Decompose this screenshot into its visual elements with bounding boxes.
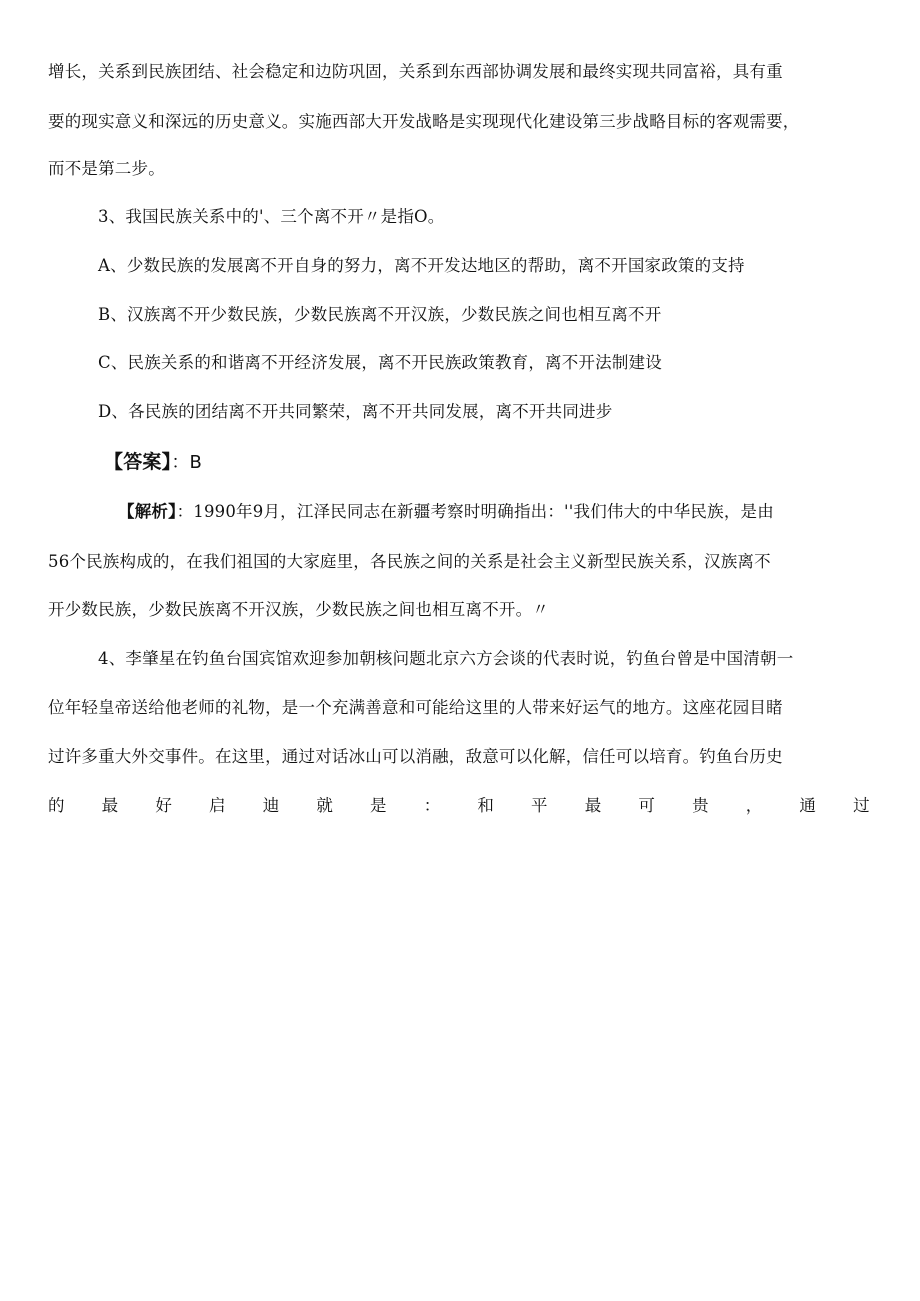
question-3-option-c: C、民族关系的和谐离不开经济发展，离不开民族政策教育，离不开法制建设 [98, 353, 662, 372]
answer-tag: 【答案】 [104, 451, 172, 473]
question-3-stem: 3、我国民族关系中的'、三个离不开〃是指O。 [98, 207, 445, 226]
q4-char: 是 [370, 796, 387, 815]
question-3-option-a: A、少数民族的发展离不开自身的努力，离不开发达地区的帮助，离不开国家政策的支持 [98, 256, 745, 275]
analysis-tag: 【解析】 [118, 502, 177, 521]
question-3-option-b: B、汉族离不开少数民族，少数民族离不开汉族，少数民族之间也相互离不开 [98, 305, 662, 324]
q4-char: 通 [799, 796, 817, 815]
q4-char: 最 [584, 796, 602, 815]
analysis-line-1 [118, 500, 774, 524]
q4-char: 和 [477, 796, 495, 815]
prev-paragraph-line-1: 增长，关系到民族团结、社会稳定和边防巩固，关系到东西部协调发展和最终实现共同富裕，具有重 [48, 62, 783, 81]
question-4-line-1: 4、李肇星在钓鱼台国宾馆欢迎参加朝核问题北京六方会谈的代表时说，钓鱼台曾是中国清朝一 [98, 649, 794, 668]
answer-line [104, 450, 202, 475]
analysis-text-1: ：1990年9月，江泽民同志在新疆考察时明确指出：''我们伟大的中华民族，是由 [176, 502, 774, 521]
q4-char: 的 [48, 796, 65, 815]
prev-paragraph-line-3: 而不是第二步。 [48, 159, 165, 178]
question-4-line-3: 过许多重大外交事件。在这里，通过对话冰山可以消融，敌意可以化解，信任可以培育。钓鱼台历史 [48, 747, 783, 766]
q4-char: 好 [155, 796, 173, 815]
q4-char: 可 [638, 796, 656, 815]
question-3-option-d: D、各民族的团结离不开共同繁荣，离不开共同发展，离不开共同进步 [98, 402, 613, 421]
q4-char: 迪 [262, 796, 280, 815]
prev-paragraph-line-2: 要的现实意义和深远的历史意义。实施西部大开发战略是实现现代化建设第三步战略目标的客观需要， [48, 112, 800, 131]
q4-char: 平 [531, 796, 548, 815]
question-4-line-4 [48, 794, 870, 818]
analysis-line-3: 开少数民族，少数民族离不开汉族，少数民族之间也相互离不开。〃 [48, 600, 549, 619]
q4-char: 贵 [692, 796, 709, 815]
question-4-line-2: 位年轻皇帝送给他老师的礼物，是一个充满善意和可能给这里的人带来好运气的地方。这座花园目睹 [48, 698, 783, 717]
q4-char: 最 [101, 796, 119, 815]
q4-char: ， [745, 796, 763, 815]
q4-char: 就 [316, 796, 334, 815]
answer-value: ：B [171, 452, 203, 473]
analysis-line-2: 56个民族构成的，在我们祖国的大家庭里，各民族之间的关系是社会主义新型民族关系，汉族离不 [48, 552, 771, 571]
q4-char: 启 [209, 796, 226, 815]
q4-char: 过 [853, 796, 870, 815]
q4-char: ： [423, 796, 441, 815]
